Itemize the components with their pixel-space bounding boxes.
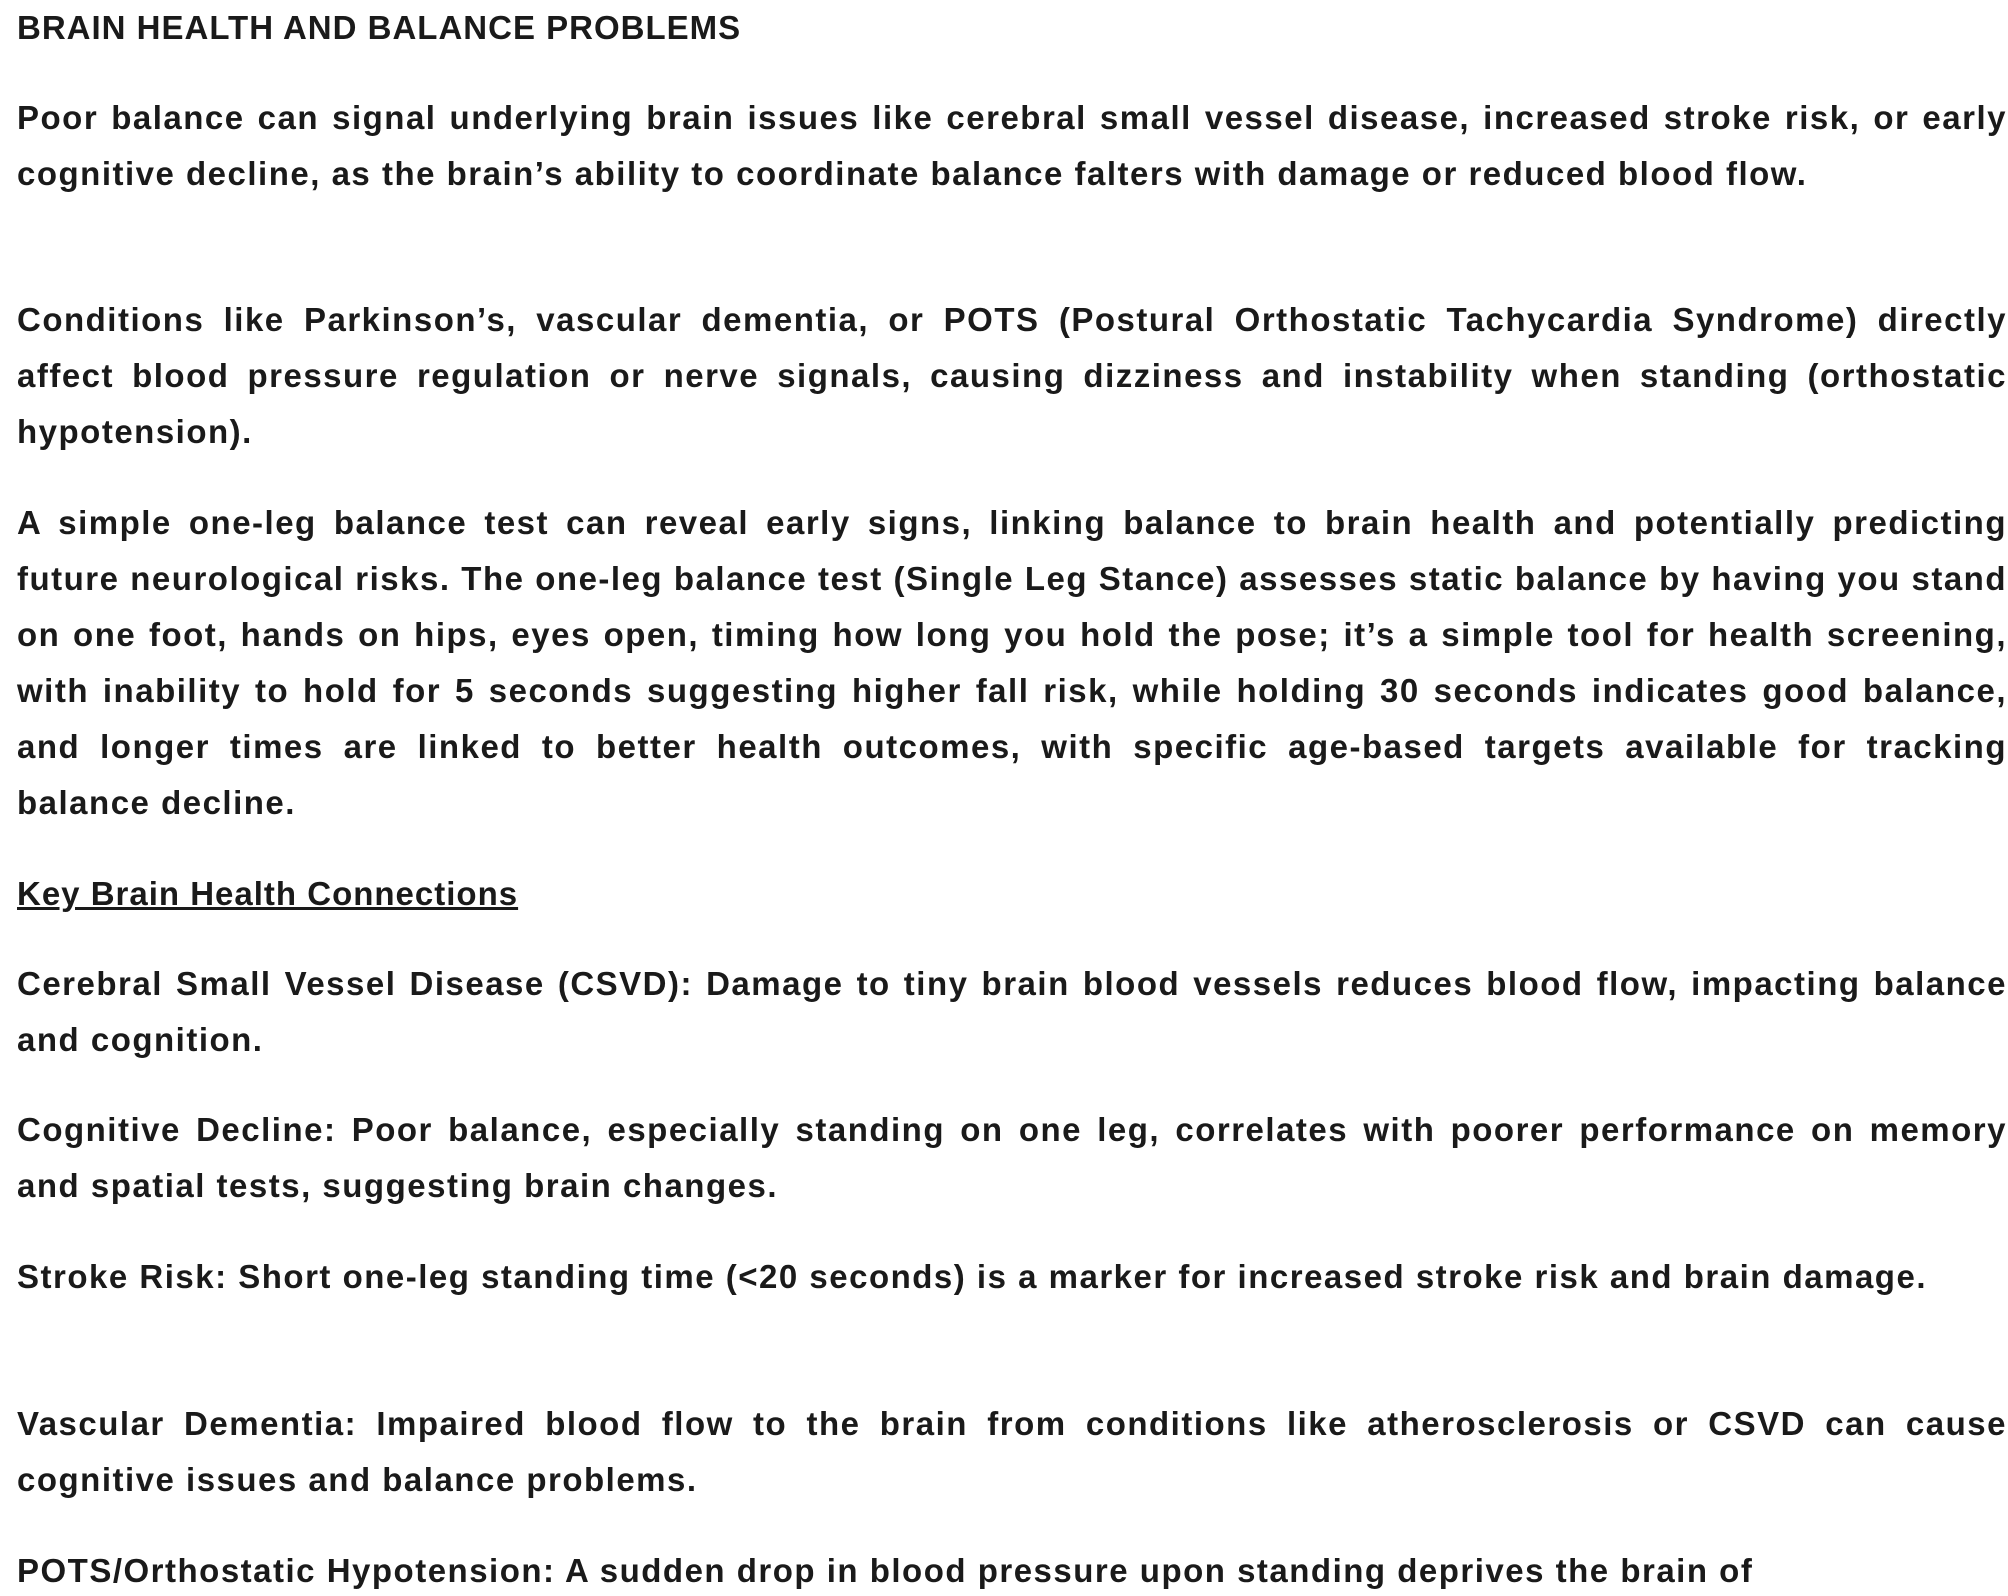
section-heading-key-connections: Key Brain Health Connections [17, 875, 519, 912]
list-item-pots: POTS/Orthostatic Hypotension: A sudden drop in blood pressure upon standing deprives the brain of [17, 1552, 1754, 1589]
list-item-csvd: Cerebral Small Vessel Disease (CSVD): Damage to tiny brain blood vessels reduces blood flow, impacting balance and cognition. [17, 965, 2007, 1058]
list-item-cognitive-decline: Cognitive Decline: Poor balance, especially standing on one leg, correlates with poorer performance on memory and spatial tests, suggesting brain changes. [17, 1111, 2007, 1204]
list-item-vascular-dementia: Vascular Dementia: Impaired blood flow to the brain from conditions like atherosclerosis or CSVD can cause cognitive issues and balance problems. [17, 1405, 2007, 1498]
paragraph-conditions: Conditions like Parkinson’s, vascular dementia, or POTS (Postural Orthostatic Tachycardia Syndrome) directly affect blood pressure regulation or nerve signals, causing dizziness and instability when standing (orthostatic hypotension). [17, 301, 2007, 450]
paragraph-one-leg-test: A simple one-leg balance test can reveal early signs, linking balance to brain health and potentially predicting future neurological risks. The one-leg balance test (Single Leg Stance) assesses static balance by having you stand on one foot, hands on hips, eyes open, timing how long you hold the pose; it’s a simple tool for health screening, with inability to hold for 5 seconds suggesting higher fall risk, while holding 30 seconds indicates good balance, and longer times are linked to better health outcomes, with specific age-based targets available for tracking balance decline. [17, 504, 2007, 821]
page-title: BRAIN HEALTH AND BALANCE PROBLEMS [17, 9, 742, 46]
list-item-stroke-risk: Stroke Risk: Short one-leg standing time (<20 seconds) is a marker for increased stroke risk and brain damage. [17, 1258, 1927, 1295]
paragraph-poor-balance: Poor balance can signal underlying brain issues like cerebral small vessel disease, increased stroke risk, or early cognitive decline, as the brain’s ability to coordinate balance falters with damage or reduced blood flow. [17, 99, 2007, 192]
